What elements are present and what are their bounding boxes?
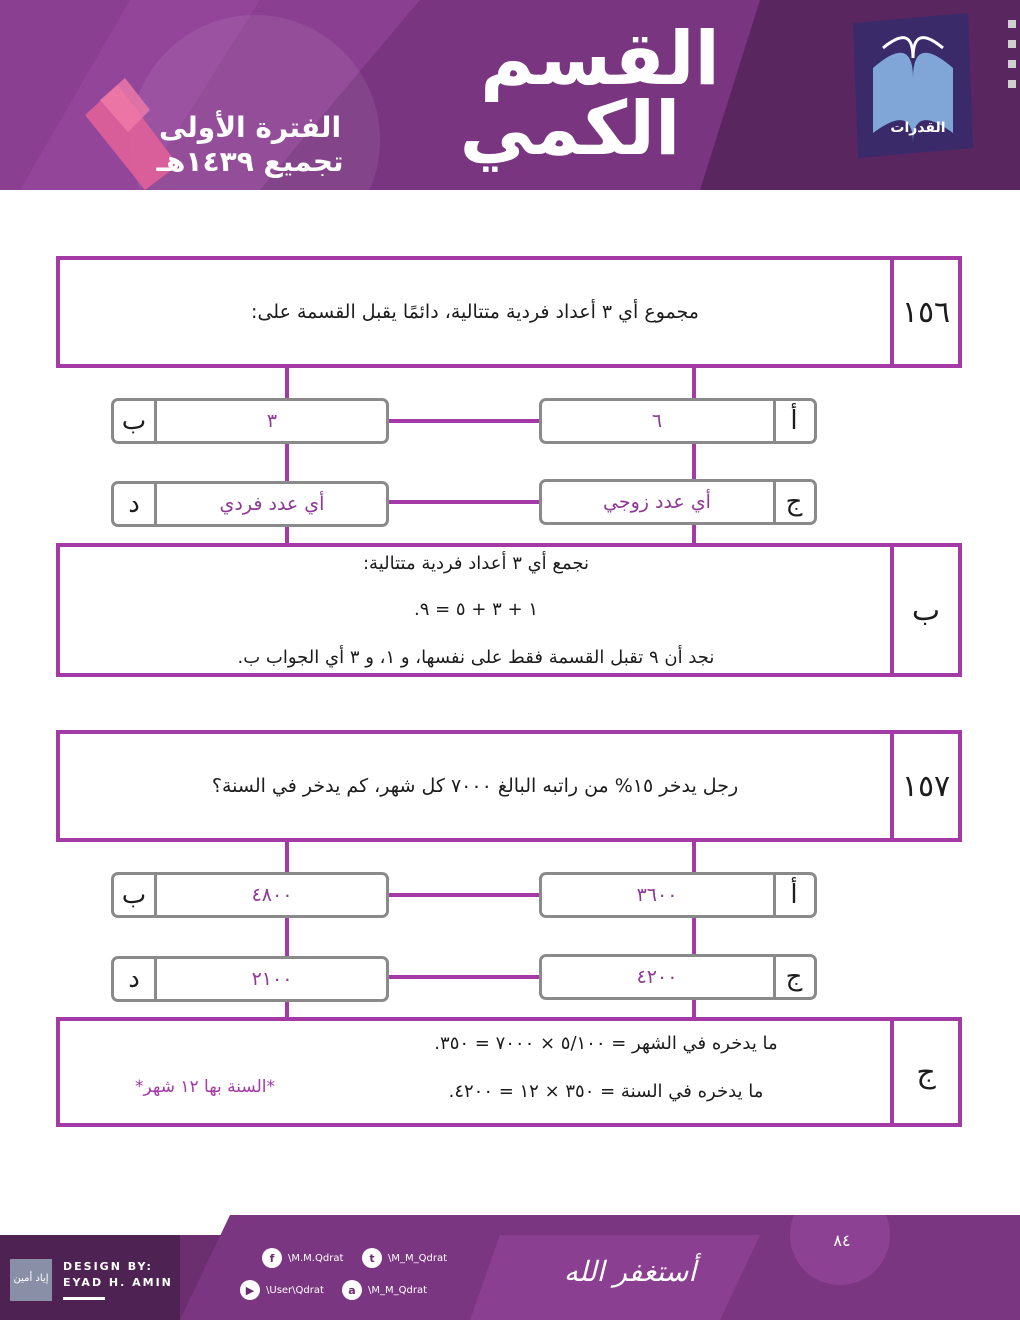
ask-icon: a: [342, 1280, 362, 1300]
question-157-box: [56, 730, 962, 842]
header-collection: تجميع ١٤٣٩هـ: [156, 145, 344, 178]
option-divider: [154, 959, 157, 999]
twitter-icon: t: [362, 1248, 382, 1268]
designer-name: EYAD H. AMIN: [63, 1276, 173, 1289]
question-156-box: [56, 256, 962, 368]
connector-line: [388, 975, 540, 979]
option-divider: [154, 875, 157, 915]
answer-line: ما يدخره في السنة = ٣٥٠ × ١٢ = ٤٢٠٠.: [448, 1081, 764, 1102]
option-c[interactable]: [539, 954, 817, 1000]
option-letter: أ: [790, 406, 798, 436]
ask-link[interactable]: [342, 1280, 427, 1300]
youtube-icon: ▶: [240, 1280, 260, 1300]
facebook-handle: \M.M.Qdrat: [288, 1252, 344, 1264]
answer-line: نجمع أي ٣ أعداد فردية متتالية:: [362, 553, 590, 574]
option-letter: أ: [790, 880, 798, 910]
option-value: أي عدد زوجي: [603, 491, 711, 513]
twitter-link[interactable]: [362, 1248, 447, 1268]
option-letter: ج: [785, 487, 803, 517]
option-value: ٤٢٠٠: [636, 966, 678, 988]
logo-text: القدرات: [890, 120, 946, 136]
question-number: ١٥٦: [890, 260, 958, 364]
option-divider: [773, 875, 776, 915]
option-divider: [773, 401, 776, 441]
question-text: رجل يدخر ١٥% من راتبه البالغ ٧٠٠٠ كل شهر، كم يدخر في السنة؟: [211, 775, 739, 797]
answer-note: *السنة بها ١٢ شهر*: [134, 1077, 275, 1097]
option-divider: [154, 484, 157, 524]
option-letter: ب: [121, 406, 147, 436]
calligraphy-text: أستغفر الله: [563, 1255, 697, 1288]
footer-underline: [63, 1297, 105, 1300]
answer-line: ١ + ٣ + ٥ = ٩.: [413, 599, 538, 620]
option-value: ٣٦٠٠: [636, 884, 678, 906]
designer-signature-icon: [10, 1259, 52, 1301]
option-d[interactable]: [111, 481, 389, 527]
qudrat-logo: [848, 8, 978, 158]
option-letter: ب: [121, 880, 147, 910]
option-b[interactable]: [111, 872, 389, 918]
option-d[interactable]: [111, 956, 389, 1002]
option-value: ٦: [651, 410, 663, 432]
option-letter: د: [128, 964, 140, 994]
twitter-handle: \M_M_Qdrat: [388, 1252, 448, 1264]
option-a[interactable]: [539, 398, 817, 444]
option-b[interactable]: [111, 398, 389, 444]
page-number: ٨٤: [833, 1231, 851, 1250]
answer-157-box: [56, 1017, 962, 1127]
option-value: ٣: [266, 410, 278, 432]
ask-handle: \M_M_Qdrat: [368, 1284, 428, 1296]
connector-line: [388, 419, 540, 423]
option-divider: [773, 482, 776, 522]
answer-letter: ب: [890, 547, 958, 673]
answer-line: نجد أن ٩ تقبل القسمة فقط على نفسها، و ١، و ٣ أي الجواب ب.: [237, 647, 715, 668]
question-text: مجموع أي ٣ أعداد فردية متتالية، دائمًا يقبل القسمة على:: [251, 301, 699, 323]
youtube-link[interactable]: [240, 1280, 324, 1300]
page-footer: [0, 1215, 1020, 1320]
connector-line: [388, 500, 540, 504]
option-value: ٤٨٠٠: [251, 884, 293, 906]
option-divider: [154, 401, 157, 441]
design-by-label: DESIGN BY:: [63, 1260, 153, 1273]
facebook-icon: f: [262, 1248, 282, 1268]
option-letter: د: [128, 489, 140, 519]
answer-line: ما يدخره في الشهر = ٥/١٠٠ × ٧٠٠٠ = ٣٥٠.: [434, 1033, 778, 1054]
youtube-handle: \User\Qdrat: [266, 1284, 324, 1296]
header-title-line1: القسم: [480, 16, 720, 102]
connector-line: [388, 893, 540, 897]
footer-background: [0, 1215, 1020, 1320]
facebook-link[interactable]: [262, 1248, 343, 1268]
option-divider: [773, 957, 776, 997]
header-period: الفترة الأولى: [158, 111, 342, 144]
option-a[interactable]: [539, 872, 817, 918]
option-c[interactable]: [539, 479, 817, 525]
header-title-line2: الكمي: [459, 86, 681, 172]
option-value: ٢١٠٠: [251, 968, 293, 990]
answer-156-box: [56, 543, 962, 677]
designer-signature: إياد أمين: [13, 1273, 49, 1284]
question-number: ١٥٧: [890, 734, 958, 838]
option-letter: ج: [785, 962, 803, 992]
option-value: أي عدد فردي: [219, 493, 325, 515]
answer-letter: ج: [890, 1021, 958, 1123]
page-header: [0, 0, 1020, 190]
